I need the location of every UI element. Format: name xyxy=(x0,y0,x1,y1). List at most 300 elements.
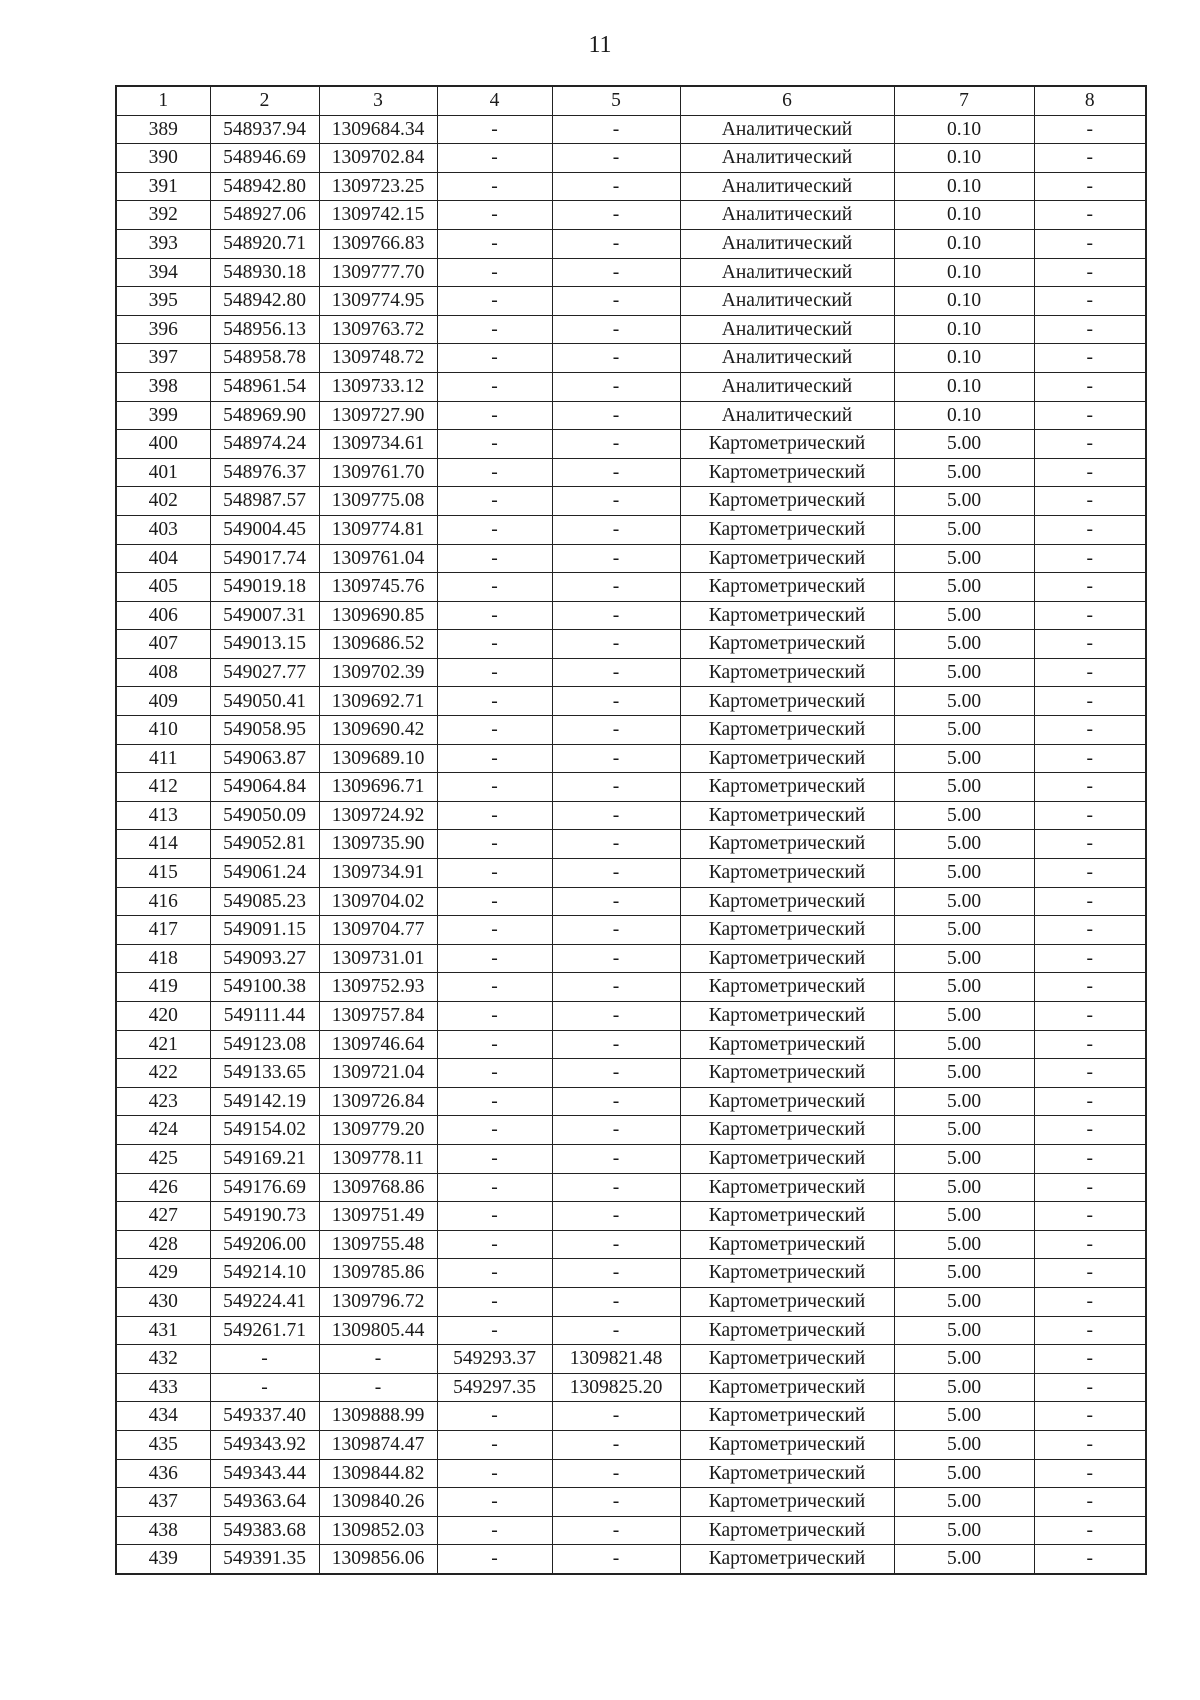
accuracy-cell: 5.00 xyxy=(894,1545,1034,1574)
accuracy-cell: 5.00 xyxy=(894,1430,1034,1459)
y-coordinate-cell: 1309768.86 xyxy=(319,1173,437,1202)
note-cell: - xyxy=(1034,1345,1146,1374)
table-row xyxy=(116,1373,1146,1402)
y-coordinate-cell: 1309723.25 xyxy=(319,172,437,201)
point-number-cell: 402 xyxy=(116,487,210,516)
note-cell: - xyxy=(1034,1316,1146,1345)
y-coordinate-cell: 1309844.82 xyxy=(319,1459,437,1488)
y-coordinate-cell: 1309726.84 xyxy=(319,1087,437,1116)
method-cell: Картометрический xyxy=(680,1116,894,1145)
table-row xyxy=(116,430,1146,459)
y-new-cell: - xyxy=(552,544,680,573)
point-number-cell: 426 xyxy=(116,1173,210,1202)
x-new-cell: - xyxy=(437,944,552,973)
table-row xyxy=(116,372,1146,401)
accuracy-cell: 0.10 xyxy=(894,372,1034,401)
method-cell: Картометрический xyxy=(680,1287,894,1316)
x-coordinate-cell: 549061.24 xyxy=(210,859,319,888)
point-number-cell: 392 xyxy=(116,201,210,230)
note-cell: - xyxy=(1034,630,1146,659)
table-row xyxy=(116,801,1146,830)
x-new-cell: - xyxy=(437,887,552,916)
note-cell: - xyxy=(1034,1545,1146,1574)
table-row xyxy=(116,630,1146,659)
table-row xyxy=(116,544,1146,573)
method-cell: Картометрический xyxy=(680,515,894,544)
table-row xyxy=(116,1516,1146,1545)
y-coordinate-cell: 1309805.44 xyxy=(319,1316,437,1345)
accuracy-cell: 5.00 xyxy=(894,1202,1034,1231)
table-row xyxy=(116,887,1146,916)
x-coordinate-cell: 549343.44 xyxy=(210,1459,319,1488)
x-new-cell: - xyxy=(437,1287,552,1316)
y-coordinate-cell: 1309704.02 xyxy=(319,887,437,916)
accuracy-cell: 5.00 xyxy=(894,1002,1034,1031)
y-new-cell: - xyxy=(552,372,680,401)
method-cell: Картометрический xyxy=(680,887,894,916)
coordinates-table xyxy=(115,85,1147,1575)
y-new-cell: - xyxy=(552,716,680,745)
y-coordinate-cell: 1309702.39 xyxy=(319,658,437,687)
note-cell: - xyxy=(1034,1002,1146,1031)
method-cell: Картометрический xyxy=(680,687,894,716)
table-row xyxy=(116,487,1146,516)
y-coordinate-cell: 1309757.84 xyxy=(319,1002,437,1031)
x-new-cell: - xyxy=(437,1230,552,1259)
y-coordinate-cell: 1309731.01 xyxy=(319,944,437,973)
note-cell: - xyxy=(1034,1087,1146,1116)
note-cell: - xyxy=(1034,1373,1146,1402)
x-coordinate-cell: 549050.41 xyxy=(210,687,319,716)
point-number-cell: 390 xyxy=(116,144,210,173)
accuracy-cell: 5.00 xyxy=(894,487,1034,516)
y-new-cell: - xyxy=(552,172,680,201)
accuracy-cell: 0.10 xyxy=(894,401,1034,430)
x-new-cell: - xyxy=(437,1030,552,1059)
x-coordinate-cell: 549064.84 xyxy=(210,773,319,802)
y-new-cell: - xyxy=(552,1087,680,1116)
y-coordinate-cell: 1309766.83 xyxy=(319,229,437,258)
note-cell: - xyxy=(1034,801,1146,830)
point-number-cell: 415 xyxy=(116,859,210,888)
accuracy-cell: 5.00 xyxy=(894,515,1034,544)
x-coordinate-cell: 549154.02 xyxy=(210,1116,319,1145)
method-cell: Аналитический xyxy=(680,229,894,258)
note-cell: - xyxy=(1034,372,1146,401)
column-header: 6 xyxy=(680,86,894,115)
y-new-cell: - xyxy=(552,1488,680,1517)
x-coordinate-cell: 549017.74 xyxy=(210,544,319,573)
y-new-cell: - xyxy=(552,944,680,973)
table-row xyxy=(116,1287,1146,1316)
accuracy-cell: 5.00 xyxy=(894,887,1034,916)
point-number-cell: 396 xyxy=(116,315,210,344)
y-coordinate-cell: 1309733.12 xyxy=(319,372,437,401)
point-number-cell: 434 xyxy=(116,1402,210,1431)
accuracy-cell: 5.00 xyxy=(894,430,1034,459)
y-coordinate-cell: 1309856.06 xyxy=(319,1545,437,1574)
x-new-cell: - xyxy=(437,601,552,630)
method-cell: Картометрический xyxy=(680,1373,894,1402)
accuracy-cell: 5.00 xyxy=(894,944,1034,973)
note-cell: - xyxy=(1034,172,1146,201)
method-cell: Картометрический xyxy=(680,601,894,630)
table-row xyxy=(116,1545,1146,1574)
y-new-cell: - xyxy=(552,229,680,258)
y-new-cell: - xyxy=(552,430,680,459)
accuracy-cell: 5.00 xyxy=(894,716,1034,745)
accuracy-cell: 5.00 xyxy=(894,973,1034,1002)
y-coordinate-cell: 1309751.49 xyxy=(319,1202,437,1231)
method-cell: Аналитический xyxy=(680,201,894,230)
y-coordinate-cell: 1309727.90 xyxy=(319,401,437,430)
x-new-cell: - xyxy=(437,830,552,859)
x-coordinate-cell: 549176.69 xyxy=(210,1173,319,1202)
y-coordinate-cell: 1309686.52 xyxy=(319,630,437,659)
note-cell: - xyxy=(1034,315,1146,344)
column-header: 4 xyxy=(437,86,552,115)
y-coordinate-cell: 1309763.72 xyxy=(319,315,437,344)
x-coordinate-cell: 548920.71 xyxy=(210,229,319,258)
column-header: 8 xyxy=(1034,86,1146,115)
method-cell: Аналитический xyxy=(680,172,894,201)
point-number-cell: 403 xyxy=(116,515,210,544)
method-cell: Картометрический xyxy=(680,1087,894,1116)
x-new-cell: - xyxy=(437,258,552,287)
x-new-cell: 549297.35 xyxy=(437,1373,552,1402)
table-row xyxy=(116,1144,1146,1173)
point-number-cell: 406 xyxy=(116,601,210,630)
point-number-cell: 418 xyxy=(116,944,210,973)
table-row xyxy=(116,344,1146,373)
y-new-cell: - xyxy=(552,1144,680,1173)
table-row xyxy=(116,1402,1146,1431)
y-new-cell: - xyxy=(552,687,680,716)
note-cell: - xyxy=(1034,601,1146,630)
point-number-cell: 408 xyxy=(116,658,210,687)
y-coordinate-cell: 1309874.47 xyxy=(319,1430,437,1459)
x-new-cell: - xyxy=(437,372,552,401)
x-new-cell: - xyxy=(437,287,552,316)
table-row xyxy=(116,1202,1146,1231)
accuracy-cell: 5.00 xyxy=(894,1116,1034,1145)
point-number-cell: 391 xyxy=(116,172,210,201)
point-number-cell: 407 xyxy=(116,630,210,659)
y-new-cell: 1309825.20 xyxy=(552,1373,680,1402)
method-cell: Картометрический xyxy=(680,1345,894,1374)
method-cell: Картометрический xyxy=(680,744,894,773)
y-coordinate-cell: 1309692.71 xyxy=(319,687,437,716)
x-new-cell: - xyxy=(437,773,552,802)
table-header-row xyxy=(116,86,1146,115)
point-number-cell: 411 xyxy=(116,744,210,773)
note-cell: - xyxy=(1034,458,1146,487)
method-cell: Картометрический xyxy=(680,1430,894,1459)
x-coordinate-cell: 548942.80 xyxy=(210,172,319,201)
x-coordinate-cell: 549391.35 xyxy=(210,1545,319,1574)
table-row xyxy=(116,1488,1146,1517)
table-row xyxy=(116,1230,1146,1259)
x-new-cell: - xyxy=(437,1002,552,1031)
y-coordinate-cell: 1309777.70 xyxy=(319,258,437,287)
y-new-cell: - xyxy=(552,1287,680,1316)
method-cell: Картометрический xyxy=(680,1316,894,1345)
y-coordinate-cell: 1309761.04 xyxy=(319,544,437,573)
table-row xyxy=(116,1087,1146,1116)
x-new-cell: - xyxy=(437,1259,552,1288)
point-number-cell: 439 xyxy=(116,1545,210,1574)
table-row xyxy=(116,144,1146,173)
x-coordinate-cell: 549093.27 xyxy=(210,944,319,973)
x-coordinate-cell: 549224.41 xyxy=(210,1287,319,1316)
x-coordinate-cell: 548969.90 xyxy=(210,401,319,430)
point-number-cell: 400 xyxy=(116,430,210,459)
y-coordinate-cell: 1309774.95 xyxy=(319,287,437,316)
y-new-cell: - xyxy=(552,1516,680,1545)
y-coordinate-cell: - xyxy=(319,1373,437,1402)
accuracy-cell: 5.00 xyxy=(894,687,1034,716)
method-cell: Картометрический xyxy=(680,573,894,602)
column-header: 1 xyxy=(116,86,210,115)
x-coordinate-cell: 549091.15 xyxy=(210,916,319,945)
x-new-cell: - xyxy=(437,973,552,1002)
y-coordinate-cell: 1309779.20 xyxy=(319,1116,437,1145)
point-number-cell: 399 xyxy=(116,401,210,430)
note-cell: - xyxy=(1034,201,1146,230)
table-row xyxy=(116,201,1146,230)
point-number-cell: 397 xyxy=(116,344,210,373)
y-coordinate-cell: 1309742.15 xyxy=(319,201,437,230)
point-number-cell: 428 xyxy=(116,1230,210,1259)
point-number-cell: 409 xyxy=(116,687,210,716)
x-coordinate-cell: 549007.31 xyxy=(210,601,319,630)
x-coordinate-cell: 548927.06 xyxy=(210,201,319,230)
table-row xyxy=(116,973,1146,1002)
x-new-cell: - xyxy=(437,144,552,173)
point-number-cell: 424 xyxy=(116,1116,210,1145)
accuracy-cell: 0.10 xyxy=(894,115,1034,144)
point-number-cell: 432 xyxy=(116,1345,210,1374)
y-coordinate-cell: 1309755.48 xyxy=(319,1230,437,1259)
note-cell: - xyxy=(1034,887,1146,916)
note-cell: - xyxy=(1034,258,1146,287)
x-new-cell: - xyxy=(437,744,552,773)
accuracy-cell: 5.00 xyxy=(894,1373,1034,1402)
accuracy-cell: 0.10 xyxy=(894,201,1034,230)
method-cell: Картометрический xyxy=(680,859,894,888)
x-new-cell: - xyxy=(437,916,552,945)
x-new-cell: - xyxy=(437,458,552,487)
x-coordinate-cell: 549261.71 xyxy=(210,1316,319,1345)
note-cell: - xyxy=(1034,1202,1146,1231)
y-new-cell: - xyxy=(552,1230,680,1259)
table-row xyxy=(116,315,1146,344)
y-coordinate-cell: 1309778.11 xyxy=(319,1144,437,1173)
x-coordinate-cell: 549019.18 xyxy=(210,573,319,602)
point-number-cell: 412 xyxy=(116,773,210,802)
method-cell: Картометрический xyxy=(680,1002,894,1031)
column-header: 2 xyxy=(210,86,319,115)
table-row xyxy=(116,1316,1146,1345)
x-new-cell: - xyxy=(437,1488,552,1517)
x-coordinate-cell: 549206.00 xyxy=(210,1230,319,1259)
y-new-cell: - xyxy=(552,487,680,516)
note-cell: - xyxy=(1034,144,1146,173)
method-cell: Аналитический xyxy=(680,258,894,287)
y-coordinate-cell: 1309690.42 xyxy=(319,716,437,745)
method-cell: Картометрический xyxy=(680,1259,894,1288)
point-number-cell: 404 xyxy=(116,544,210,573)
note-cell: - xyxy=(1034,1459,1146,1488)
note-cell: - xyxy=(1034,773,1146,802)
x-new-cell: - xyxy=(437,115,552,144)
table-row xyxy=(116,944,1146,973)
y-new-cell: - xyxy=(552,1173,680,1202)
accuracy-cell: 5.00 xyxy=(894,601,1034,630)
method-cell: Картометрический xyxy=(680,916,894,945)
note-cell: - xyxy=(1034,573,1146,602)
y-coordinate-cell: 1309702.84 xyxy=(319,144,437,173)
method-cell: Картометрический xyxy=(680,458,894,487)
y-new-cell: - xyxy=(552,658,680,687)
x-new-cell: - xyxy=(437,1545,552,1574)
point-number-cell: 425 xyxy=(116,1144,210,1173)
x-new-cell: - xyxy=(437,172,552,201)
note-cell: - xyxy=(1034,944,1146,973)
accuracy-cell: 0.10 xyxy=(894,287,1034,316)
x-coordinate-cell: 548937.94 xyxy=(210,115,319,144)
x-coordinate-cell: 548961.54 xyxy=(210,372,319,401)
note-cell: - xyxy=(1034,859,1146,888)
y-new-cell: - xyxy=(552,916,680,945)
x-new-cell: - xyxy=(437,573,552,602)
x-coordinate-cell: 549050.09 xyxy=(210,801,319,830)
point-number-cell: 438 xyxy=(116,1516,210,1545)
x-coordinate-cell: 549111.44 xyxy=(210,1002,319,1031)
method-cell: Картометрический xyxy=(680,658,894,687)
x-new-cell: - xyxy=(437,515,552,544)
accuracy-cell: 0.10 xyxy=(894,172,1034,201)
accuracy-cell: 0.10 xyxy=(894,229,1034,258)
point-number-cell: 422 xyxy=(116,1059,210,1088)
x-coordinate-cell: 548976.37 xyxy=(210,458,319,487)
y-new-cell: - xyxy=(552,115,680,144)
x-coordinate-cell: 549337.40 xyxy=(210,1402,319,1431)
x-coordinate-cell: 549363.64 xyxy=(210,1488,319,1517)
y-new-cell: - xyxy=(552,1202,680,1231)
method-cell: Картометрический xyxy=(680,1488,894,1517)
accuracy-cell: 5.00 xyxy=(894,458,1034,487)
point-number-cell: 410 xyxy=(116,716,210,745)
point-number-cell: 413 xyxy=(116,801,210,830)
table-row xyxy=(116,916,1146,945)
note-cell: - xyxy=(1034,287,1146,316)
x-new-cell: - xyxy=(437,716,552,745)
y-new-cell: - xyxy=(552,887,680,916)
note-cell: - xyxy=(1034,658,1146,687)
x-new-cell: - xyxy=(437,487,552,516)
accuracy-cell: 5.00 xyxy=(894,1087,1034,1116)
accuracy-cell: 5.00 xyxy=(894,544,1034,573)
method-cell: Картометрический xyxy=(680,1202,894,1231)
y-new-cell: - xyxy=(552,1316,680,1345)
y-coordinate-cell: 1309785.86 xyxy=(319,1259,437,1288)
method-cell: Картометрический xyxy=(680,973,894,1002)
x-new-cell: - xyxy=(437,1202,552,1231)
y-new-cell: - xyxy=(552,201,680,230)
x-coordinate-cell: 549123.08 xyxy=(210,1030,319,1059)
x-new-cell: - xyxy=(437,1430,552,1459)
accuracy-cell: 5.00 xyxy=(894,1287,1034,1316)
point-number-cell: 395 xyxy=(116,287,210,316)
x-coordinate-cell: 549169.21 xyxy=(210,1144,319,1173)
y-coordinate-cell: 1309852.03 xyxy=(319,1516,437,1545)
y-new-cell: - xyxy=(552,573,680,602)
table-row xyxy=(116,859,1146,888)
x-coordinate-cell: 549013.15 xyxy=(210,630,319,659)
method-cell: Картометрический xyxy=(680,1516,894,1545)
y-new-cell: - xyxy=(552,344,680,373)
method-cell: Картометрический xyxy=(680,544,894,573)
y-new-cell: - xyxy=(552,258,680,287)
point-number-cell: 435 xyxy=(116,1430,210,1459)
point-number-cell: 416 xyxy=(116,887,210,916)
method-cell: Картометрический xyxy=(680,1059,894,1088)
x-new-cell: - xyxy=(437,658,552,687)
y-new-cell: - xyxy=(552,973,680,1002)
x-coordinate-cell: 548958.78 xyxy=(210,344,319,373)
accuracy-cell: 5.00 xyxy=(894,1173,1034,1202)
x-coordinate-cell: 549004.45 xyxy=(210,515,319,544)
accuracy-cell: 5.00 xyxy=(894,1144,1034,1173)
table-row xyxy=(116,601,1146,630)
accuracy-cell: 5.00 xyxy=(894,1316,1034,1345)
method-cell: Картометрический xyxy=(680,716,894,745)
x-new-cell: - xyxy=(437,801,552,830)
method-cell: Аналитический xyxy=(680,115,894,144)
accuracy-cell: 5.00 xyxy=(894,1230,1034,1259)
accuracy-cell: 5.00 xyxy=(894,1030,1034,1059)
y-new-cell: - xyxy=(552,458,680,487)
y-new-cell: - xyxy=(552,1116,680,1145)
note-cell: - xyxy=(1034,1059,1146,1088)
y-coordinate-cell: 1309704.77 xyxy=(319,916,437,945)
point-number-cell: 419 xyxy=(116,973,210,1002)
y-new-cell: - xyxy=(552,630,680,659)
x-coordinate-cell: 549142.19 xyxy=(210,1087,319,1116)
accuracy-cell: 5.00 xyxy=(894,801,1034,830)
method-cell: Картометрический xyxy=(680,801,894,830)
method-cell: Аналитический xyxy=(680,287,894,316)
note-cell: - xyxy=(1034,830,1146,859)
y-coordinate-cell: 1309796.72 xyxy=(319,1287,437,1316)
x-new-cell: - xyxy=(437,859,552,888)
table-row xyxy=(116,1259,1146,1288)
y-new-cell: - xyxy=(552,1402,680,1431)
method-cell: Картометрический xyxy=(680,487,894,516)
y-coordinate-cell: 1309696.71 xyxy=(319,773,437,802)
method-cell: Картометрический xyxy=(680,944,894,973)
note-cell: - xyxy=(1034,430,1146,459)
note-cell: - xyxy=(1034,1173,1146,1202)
y-new-cell: - xyxy=(552,801,680,830)
table-row xyxy=(116,515,1146,544)
x-new-cell: - xyxy=(437,1116,552,1145)
note-cell: - xyxy=(1034,515,1146,544)
point-number-cell: 423 xyxy=(116,1087,210,1116)
point-number-cell: 394 xyxy=(116,258,210,287)
y-new-cell: - xyxy=(552,601,680,630)
